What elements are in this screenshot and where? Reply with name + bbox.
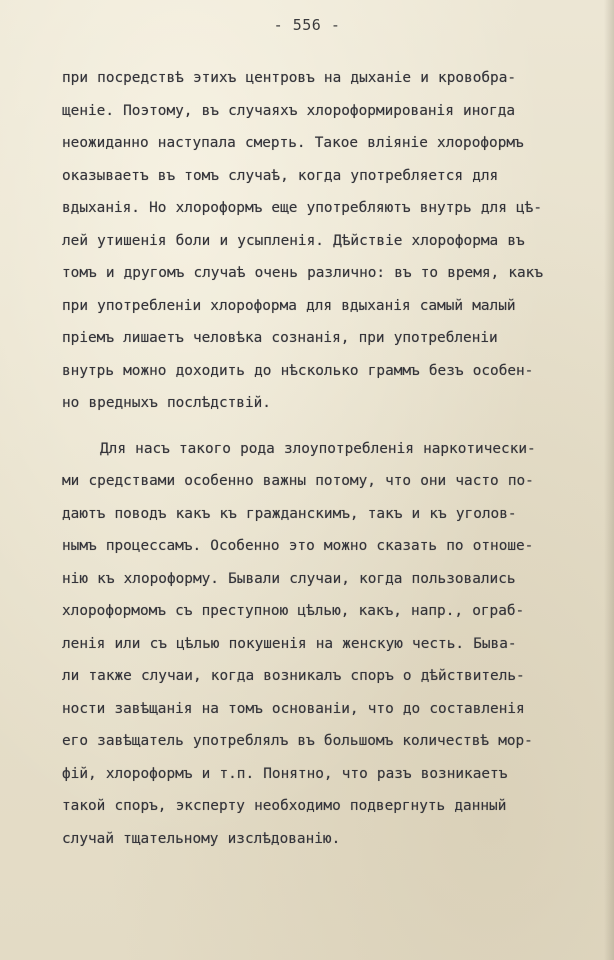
text-line: при употребленіи хлороформа для вдыханія самый малый (62, 297, 516, 314)
page-edge-shadow (604, 0, 614, 960)
body-text (62, 62, 582, 855)
text-line: его завѣщатель употреблялъ въ большомъ количествѣ мор- (62, 733, 533, 749)
text-line: Для насъ такого рода злоупотребленія наркотически- (100, 440, 536, 457)
text-line: щеніе. Поэтому, въ случаяхъ хлороформированія иногда (62, 102, 516, 119)
text-line: пріемъ лишаетъ человѣка сознанія, при употребленіи (62, 330, 498, 346)
text-line: при посредствѣ этихъ центровъ на дыханіе и кровобра- (62, 70, 517, 86)
paragraph-2 (62, 433, 582, 856)
text-line: хлороформомъ съ преступною цѣлью, какъ, напр., ограб- (62, 603, 525, 619)
text-line: неожиданно наступала смерть. Такое вліяніе хлороформъ (62, 135, 524, 151)
text-line: лей утишенія боли и усыпленія. Дѣйствіе хлороформа въ (62, 232, 525, 249)
text-line: фій, хлороформъ и т.п. Понятно, что разъ возникаетъ (62, 765, 508, 782)
text-line: такой споръ, эксперту необходимо подвергнуть данный (62, 798, 507, 814)
text-line: нымъ процессамъ. Особенно это можно сказать по отноше- (62, 538, 534, 554)
text-line: внутрь можно доходить до нѣсколько граммъ безъ особен- (62, 362, 534, 379)
paragraph-1 (62, 62, 582, 420)
text-line: случай тщательному изслѣдованію. (62, 830, 341, 847)
text-line: но вредныхъ послѣдствій. (62, 395, 271, 411)
text-line: ленія или съ цѣлью покушенія на женскую честь. Быва- (62, 635, 517, 652)
text-line: даютъ поводъ какъ къ гражданскимъ, такъ и къ уголов- (62, 505, 517, 522)
text-line: томъ и другомъ случаѣ очень различно: въ то время, какъ (62, 265, 544, 281)
text-line: вдыханія. Но хлороформъ еще употребляютъ внутрь для цѣ- (62, 200, 543, 216)
text-line: ности завѣщанія на томъ основаніи, что до составленія (62, 700, 525, 717)
page-number: - 556 - (273, 16, 341, 34)
text-line: нію къ хлороформу. Бывали случаи, когда пользовались (62, 570, 516, 587)
text-line: ми средствами особенно важны потому, что они часто по- (62, 473, 534, 489)
text-line: ли также случаи, когда возникалъ споръ о дѣйствитель- (62, 668, 525, 684)
text-line: оказываетъ въ томъ случаѣ, когда употребляется для (62, 167, 499, 184)
